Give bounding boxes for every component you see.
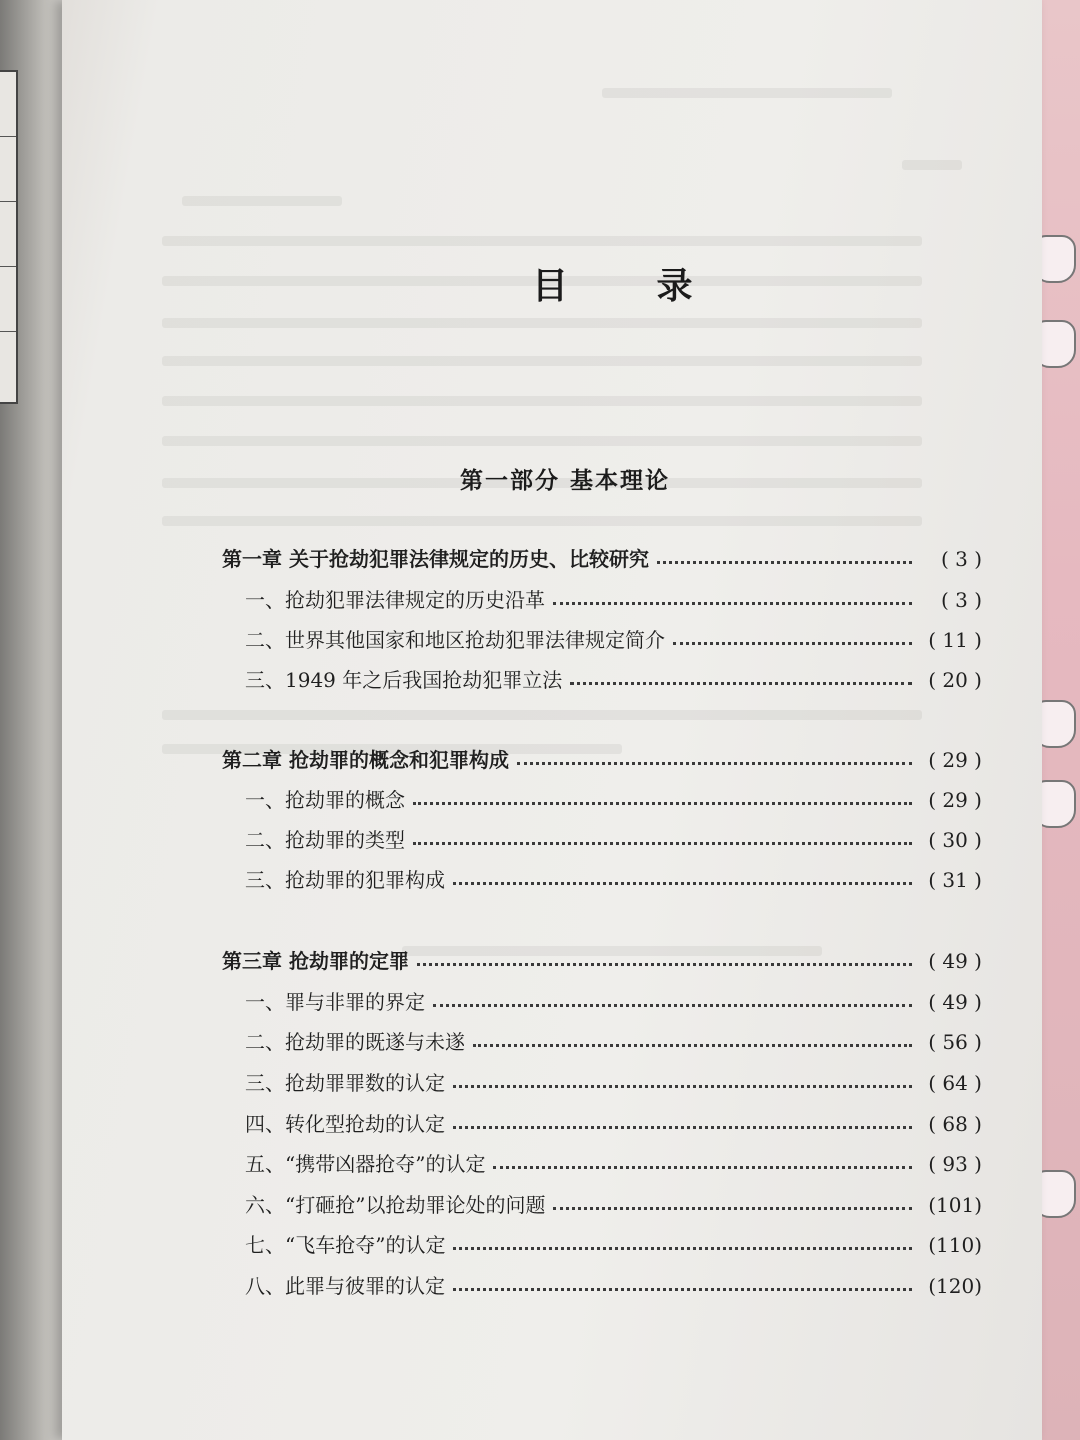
leader-dots <box>473 1044 912 1047</box>
section-title: 一、罪与非罪的界定 <box>245 990 425 1014</box>
section-title: 一、抢劫罪的概念 <box>245 788 405 812</box>
toc-section[interactable] <box>245 1229 982 1259</box>
leader-dots <box>413 802 912 805</box>
section-title: 一、抢劫犯罪法律规定的历史沿革 <box>245 588 545 612</box>
leader-dots <box>553 602 912 605</box>
leader-dots <box>453 882 912 885</box>
toc-section[interactable] <box>245 1026 982 1056</box>
leader-dots <box>553 1207 912 1210</box>
page-number: (110) <box>928 1233 982 1257</box>
section-title: 四、转化型抢劫的认定 <box>245 1112 445 1136</box>
section-title: 五、“携带凶器抢夺”的认定 <box>245 1152 486 1176</box>
section-title: 三、抢劫罪的犯罪构成 <box>245 868 445 892</box>
leader-dots <box>413 842 912 845</box>
leader-dots <box>453 1288 912 1291</box>
toc-section[interactable] <box>245 624 982 654</box>
section-title: 二、抢劫罪的类型 <box>245 828 405 852</box>
toc-section[interactable] <box>245 986 982 1016</box>
chapter-title: 第一章 关于抢劫犯罪法律规定的历史、比较研究 <box>222 547 649 571</box>
page-number: ( 29 ) <box>928 788 982 812</box>
page-number: ( 64 ) <box>928 1071 982 1095</box>
page-number: ( 11 ) <box>928 628 982 652</box>
leader-dots <box>517 762 912 765</box>
toc-section[interactable] <box>245 1270 982 1300</box>
toc-section[interactable] <box>245 1067 982 1097</box>
toc-chapter-2[interactable] <box>222 744 982 774</box>
page-number: ( 49 ) <box>928 949 982 973</box>
toc-section[interactable] <box>245 824 982 854</box>
leader-dots <box>673 642 912 645</box>
chapter-title: 第三章 抢劫罪的定罪 <box>222 949 409 973</box>
page-number: ( 3 ) <box>940 547 982 571</box>
page-number: ( 49 ) <box>928 990 982 1014</box>
toc-section[interactable] <box>245 864 982 894</box>
page-number: ( 20 ) <box>928 668 982 692</box>
page-number: ( 56 ) <box>928 1030 982 1054</box>
toc-title: 目 录 <box>532 265 731 307</box>
leader-dots <box>433 1004 912 1007</box>
bleed-through-text <box>62 0 1042 1440</box>
leader-dots <box>570 682 912 685</box>
page-number: (101) <box>928 1193 982 1217</box>
page-number: ( 30 ) <box>928 828 982 852</box>
toc-section[interactable] <box>245 664 982 694</box>
leader-dots <box>453 1085 912 1088</box>
chapter-title: 第二章 抢劫罪的概念和犯罪构成 <box>222 748 509 772</box>
toc-chapter-3[interactable] <box>222 945 982 975</box>
page-number: ( 29 ) <box>928 748 982 772</box>
page-number: ( 31 ) <box>928 868 982 892</box>
toc-section[interactable] <box>245 1189 982 1219</box>
page-number: ( 3 ) <box>940 588 982 612</box>
section-title: 二、抢劫罪的既遂与未遂 <box>245 1030 465 1054</box>
part-title: 第一部分 基本理论 <box>460 467 671 494</box>
page-number: ( 93 ) <box>928 1152 982 1176</box>
toc-section[interactable] <box>245 784 982 814</box>
toc-chapter-1[interactable] <box>222 543 982 573</box>
section-title: 七、“飞车抢夺”的认定 <box>245 1233 446 1257</box>
page-number: ( 68 ) <box>928 1112 982 1136</box>
leader-dots <box>453 1126 912 1129</box>
section-title: 八、此罪与彼罪的认定 <box>245 1274 445 1298</box>
toc-section[interactable] <box>245 584 982 614</box>
page-number: (120) <box>928 1274 982 1298</box>
toc-section[interactable] <box>245 1108 982 1138</box>
book-tab <box>0 70 18 404</box>
leader-dots <box>453 1247 912 1250</box>
leader-dots <box>417 963 912 966</box>
toc-section[interactable] <box>245 1148 982 1178</box>
book-page <box>62 0 1042 1440</box>
section-title: 六、“打砸抢”以抢劫罪论处的问题 <box>245 1193 546 1217</box>
leader-dots <box>657 561 912 564</box>
leader-dots <box>493 1166 912 1169</box>
section-title: 三、抢劫罪罪数的认定 <box>245 1071 445 1095</box>
section-title: 二、世界其他国家和地区抢劫犯罪法律规定简介 <box>245 628 665 652</box>
section-title: 三、1949 年之后我国抢劫犯罪立法 <box>245 668 563 692</box>
